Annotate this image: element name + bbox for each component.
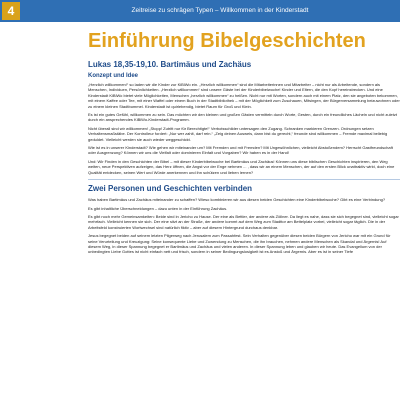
paragraph: Es gibt inhaltliche Überschneidungen – dazu unten in der Einführung Zachäus. (88, 205, 228, 211)
paragraph: Jesus begegnet beiden auf seinem letzten Pilgerweg nach Jerusalem zum Passahfest. Sein Verhalten gegenüber diesen beiden Bürgern von Jericho war mit ein Grund für seine Verurteilung und Kreuzigung: Seine konsequente Liebe und Zuwendung zu Menschen, die ihn brauchen, nehmen andere Menschen als Skandal und Ärgernis! Auf diesem Weg, in dieser Spannung begegnet er Bartimäus und Zachäus und vielen anderen. In dieser Spannung leben und glauben wir heute. Das Evangelium von der unbedingten Liebe Gottes ist nicht einfach nett und frisch, sondern in seiner Bedingungslosigkeit ist es Anstoß und Ärgernis. Aber es ist in seiner Tiefe (88, 233, 391, 255)
content-column (88, 28, 400, 258)
header-bar (0, 0, 400, 22)
section-divider (88, 179, 400, 180)
section-title-lukas: Lukas 18,35-19,10. Bartimäus und Zachäus (88, 60, 252, 69)
paragraph: Wie ist es in unserer Kinderstadt? Wie gehen wir miteinander um? Mit Fremden und mit Fremden? Mit Ungewöhnlichen, vielleicht Abstoßendem? Herrscht Gastfreundschaft oder Ausgrenzung? Können wir uns die Vielfalt oder dominieren Einfalt und Vorgaben? Wir haben es in der Hand! (88, 145, 393, 156)
paragraph: Nicht überall sind wir willkommen! „Stopp! Zutritt nur für Berechtigte!“ Verbotsschilder untersagen den Zugang. Schranken markieren Grenzen. Ordnungen setzen Verhaltensmaßstäbe. Der Kontrolleur fordert: „Nur wer zahlt, darf rein.“ „Zeig deinen Ausweis, dann bist du gerecht,“ freunde sind willkommen – Fremde maximal beliebig geduldet. Vielleicht werden sie auch wieder weggeschickt. (88, 125, 388, 142)
section-title-zwei-personen: Zwei Personen und Geschichten verbinden (88, 184, 253, 194)
paragraph: Und: Wir Finden in den Geschichten der Bibel – mit dieser Kinderbibelwoche bei Bartimäus und Zachäus! Können uns diese biblischen Geschichten inspirieren, den Weg weiten, neue Perspektiven aufzeigen, das Herz öffnen, die Angst vor der Enge nehmen ... , dass wir an einem Menschen, der auf den ersten Blick unattraktiv wirkt, doch eine Qualität entdecken, seinen Wert und Würde anerkennen und ihn schützen und lieben lernen? (88, 158, 395, 175)
paragraph: Was haben Bartimäus und Zachäus miteinander zu schaffen? Wieso kombinieren wir aus diesen beiden Geschichten eine Kinderbibelwoche? Gibt es eine Verbindung? (88, 197, 386, 203)
subsection-title-konzept: Konzept und Idee (88, 73, 138, 79)
page-title: Einführung Bibelgeschichten (88, 30, 366, 52)
page-number-badge: 4 (2, 2, 20, 20)
paragraph: Es gibt noch mehr Gemeinsamkeiten: Beide sind in Jericho zu Hause. Der eine als Bettler, der andere als Zöllner. Da liegt es nahe, dass sie sich begegnet sind, vielleicht sogar mehrfach. Vielleicht kennen sie sich. Der eine sitzt an der Straße, der andere kommt auf dem Weg zum Stadttor am Bettelplatz vorbei, vielleicht sogar täglich. Die in der Arbeitsfeld konstruierten Wortwechsel sind natürlich fiktiv – aber auf diesem Hintergrund durchaus denkbar. (88, 213, 399, 230)
paragraph: „Herzlich willkommen!“ so laden wir die Kinder zur KiBiWo ein. „Herzlich willkommen“ sind die Mitarbeiterinnen und Mitarbeiter – nicht nur als Arbeitende, sondern als Menschen, Individuen, Persönlichkeiten. „Herzlich willkommen“ sind unsere Gäste bei der Kinderbibelwoche! Kinder und Eltern, die den Kopf hereinstrecken. Und eine Kinderstadt KiBiWo bietet viele Möglichkeiten, Menschen „herzlich willkommen“ zu heißen. Nicht nur mit Worten, sondern auch mit einem Platz, den sie angeboten bekommen, mit einem Kaffee oder Tee, mit einer Waffel oder einem Buch in der Stadtbibliothek – mit der Möglichkeit zum Zuschauen, Mitsingen, der Bürgerversammlung beizuwohnen oder zu einem kleinen Stadtbummel. Kinderstadt ist quirlebendig, bietet Raum für Groß und Klein. (88, 82, 400, 109)
paragraph: Es ist ein gutes Gefühl, willkommen zu sein. Das möchten wir den kleinen und großen Gästen vermitteln durch Worte, Gesten, durch ein freundliches Lächeln und nicht zuletzt durch ein ansprechendes KiBiWo-Kinderstadt-Programm. (88, 112, 397, 123)
header-title: Zeitreise zu schrägen Typen – Willkommen in der Kinderstadt (131, 7, 309, 14)
